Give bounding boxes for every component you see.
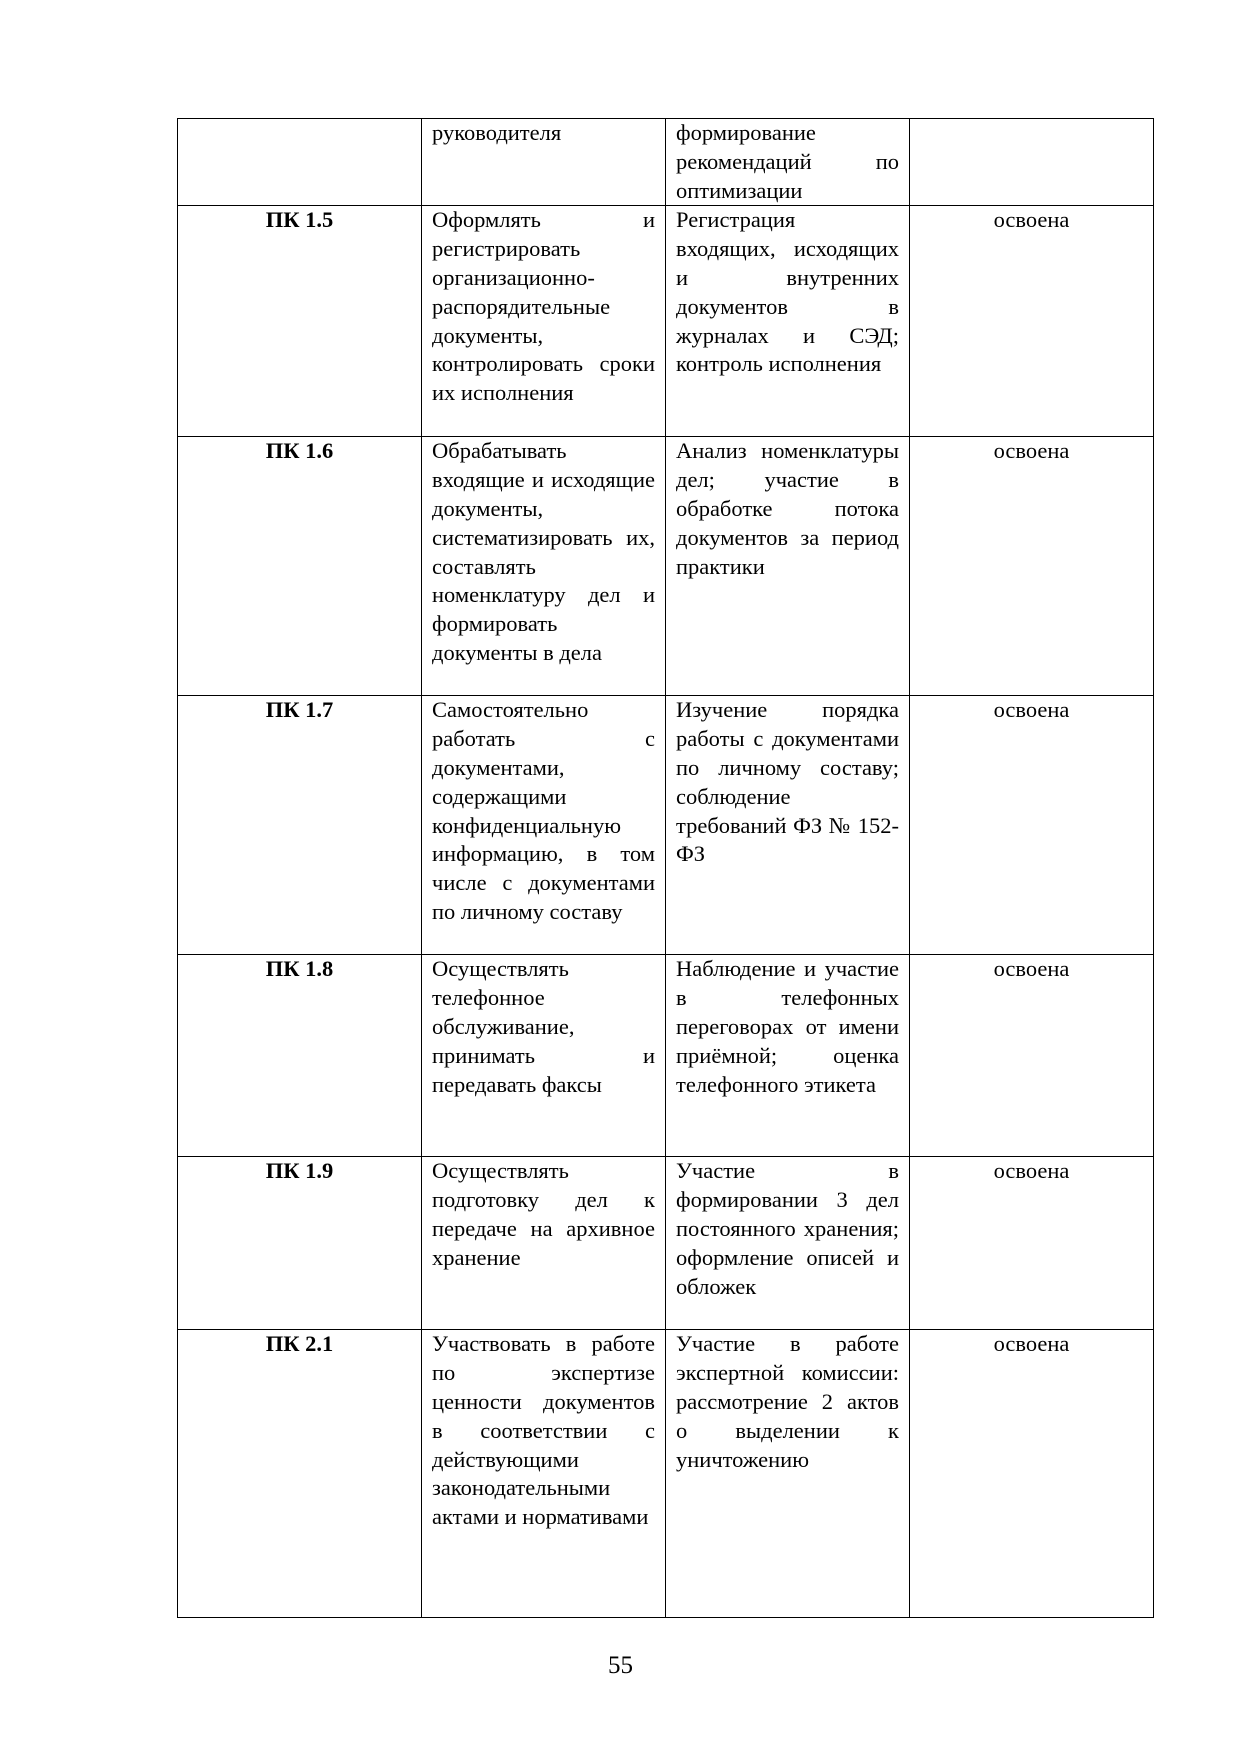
competence-code: ПК 1.7 (178, 696, 422, 955)
competence-table (177, 118, 1154, 1618)
practice-activity: Регистрация входящих, исходящих и внутренних документов в журналах и СЭД; контроль исполнения (666, 206, 910, 437)
competence-code (178, 119, 422, 206)
mastery-result: освоена (910, 696, 1154, 955)
competence-description: Оформлять и регистрировать организационно-распорядительные документы, контролировать сроки их исполнения (422, 206, 666, 437)
competence-code: ПК 1.5 (178, 206, 422, 437)
practice-activity: формирование рекомендаций по оптимизации (666, 119, 910, 206)
competence-code: ПК 1.6 (178, 437, 422, 696)
mastery-result: освоена (910, 1157, 1154, 1330)
competence-code: ПК 1.8 (178, 955, 422, 1157)
mastery-result (910, 119, 1154, 206)
competence-description: Самостоятельно работать с документами, содержащими конфиденциальную информацию, в том числе с документами по личному составу (422, 696, 666, 955)
table-row (178, 119, 1154, 206)
table-row (178, 1330, 1154, 1618)
practice-activity: Анализ номенклатуры дел; участие в обработке потока документов за период практики (666, 437, 910, 696)
competence-description: Осуществлять телефонное обслуживание, принимать и передавать факсы (422, 955, 666, 1157)
table-row (178, 955, 1154, 1157)
competence-code: ПК 2.1 (178, 1330, 422, 1618)
page-number: 55 (608, 1652, 633, 1679)
competence-description: Участвовать в работе по экспертизе ценности документов в соответствии с действующими законодательными актами и нормативами (422, 1330, 666, 1618)
mastery-result: освоена (910, 955, 1154, 1157)
competence-description: руководителя (422, 119, 666, 206)
table-row (178, 696, 1154, 955)
practice-activity: Изучение порядка работы с документами по личному составу; соблюдение требований ФЗ № 152-ФЗ (666, 696, 910, 955)
mastery-result: освоена (910, 437, 1154, 696)
practice-activity: Участие в работе экспертной комиссии: рассмотрение 2 актов о выделении к уничтожению (666, 1330, 910, 1618)
competence-description: Обрабатывать входящие и исходящие документы, систематизировать их, составлять номенклатуру дел и формировать документы в дела (422, 437, 666, 696)
table-row (178, 437, 1154, 696)
competence-code: ПК 1.9 (178, 1157, 422, 1330)
table-row (178, 1157, 1154, 1330)
mastery-result: освоена (910, 206, 1154, 437)
competence-description: Осуществлять подготовку дел к передаче на архивное хранение (422, 1157, 666, 1330)
table-row (178, 206, 1154, 437)
practice-activity: Участие в формировании 3 дел постоянного хранения; оформление описей и обложек (666, 1157, 910, 1330)
mastery-result: освоена (910, 1330, 1154, 1618)
practice-activity: Наблюдение и участие в телефонных переговорах от имени приёмной; оценка телефонного этикета (666, 955, 910, 1157)
